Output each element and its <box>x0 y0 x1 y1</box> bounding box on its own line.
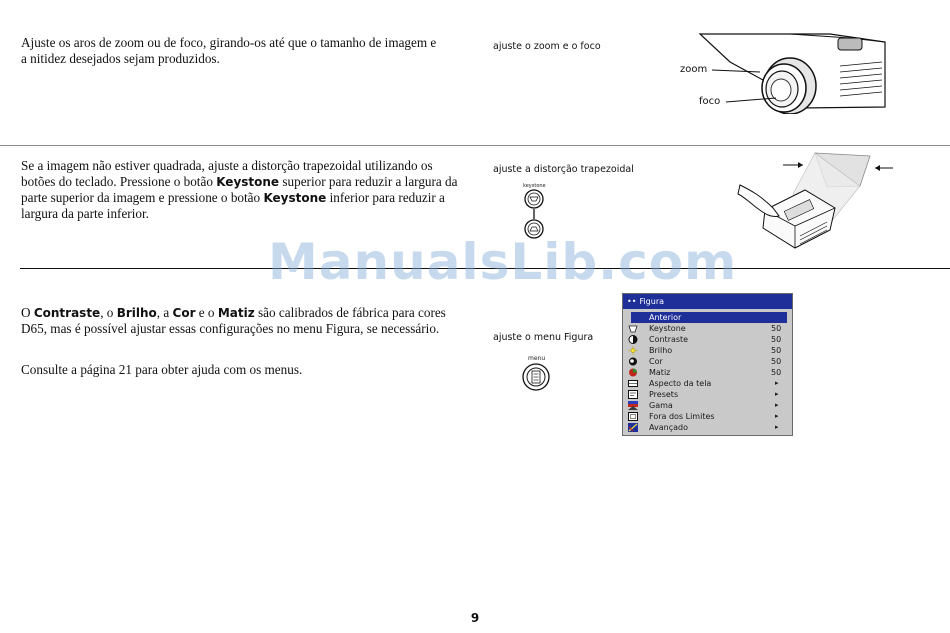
osd-menu-title: •• Figura <box>623 294 792 309</box>
osd-item-gamma[interactable]: Gama ▸ <box>623 400 792 411</box>
osd-item-advanced[interactable]: Avançado ▸ <box>623 422 792 433</box>
keystone-caption: ajuste a distorção trapezoidal <box>493 164 634 175</box>
osd-item-keystone[interactable]: Keystone 50 <box>623 323 792 334</box>
picture-menu-caption: ajuste o menu Figura <box>493 332 594 343</box>
aspect-icon <box>628 379 638 388</box>
menu-help-reference: Consulte a página 21 para obter ajuda com os menus. <box>21 362 303 377</box>
menu-button[interactable] <box>521 362 551 392</box>
osd-item-contrast[interactable]: Contraste 50 <box>623 334 792 345</box>
keystone-instructions: Se a imagem não estiver quadrada, ajuste a distorção trapezoidal utilizando os botões do teclado. Pressione o botão Keystone superior para reduzir a largura da parte superior da imagem e pressione o botão Keystone inferior para reduzir a largura da parte inferior. <box>21 158 458 221</box>
osd-item-tint[interactable]: Matiz 50 <box>623 367 792 378</box>
osd-item-previous[interactable]: Anterior <box>623 312 792 323</box>
zoom-label: zoom <box>680 64 708 75</box>
osd-item-color[interactable]: Cor 50 <box>623 356 792 367</box>
menu-button-label: menu <box>528 355 546 362</box>
zoom-focus-caption: ajuste o zoom e o foco <box>493 41 601 52</box>
osd-item-aspect-ratio[interactable]: Aspecto da tela ▸ <box>623 378 792 389</box>
section-divider <box>0 145 950 146</box>
overscan-icon <box>628 412 638 421</box>
contrast-icon <box>628 335 638 344</box>
color-icon <box>628 357 638 366</box>
watermark: ManualsLib.com <box>268 233 738 291</box>
advanced-icon <box>628 423 638 432</box>
presets-icon <box>628 390 638 399</box>
projector-lens-illustration <box>690 32 900 114</box>
page-number: 9 <box>470 611 480 625</box>
zoom-focus-instructions: Ajuste os aros de zoom ou de foco, girando-os até que o tamanho de imagem e a nitidez desejados sejam produzidos. <box>21 35 437 66</box>
osd-item-presets[interactable]: Presets ▸ <box>623 389 792 400</box>
keystone-button-label: keystone <box>523 183 546 189</box>
osd-item-brightness[interactable]: Brilho 50 <box>623 345 792 356</box>
keystone-icon <box>628 324 638 333</box>
focus-label: foco <box>699 96 721 107</box>
osd-item-overscan[interactable]: Fora dos Limites ▸ <box>623 411 792 422</box>
tint-icon <box>628 368 638 377</box>
keystone-projection-illustration <box>735 150 900 252</box>
gamma-icon <box>628 401 638 410</box>
picture-osd-menu <box>622 293 793 436</box>
brightness-icon <box>628 346 638 355</box>
picture-menu-instructions: O Contraste, o Brilho, a Cor e o Matiz são calibrados de fábrica para cores D65, mas é possível ajustar essas configurações no menu Figura, se necessário. <box>21 305 446 336</box>
